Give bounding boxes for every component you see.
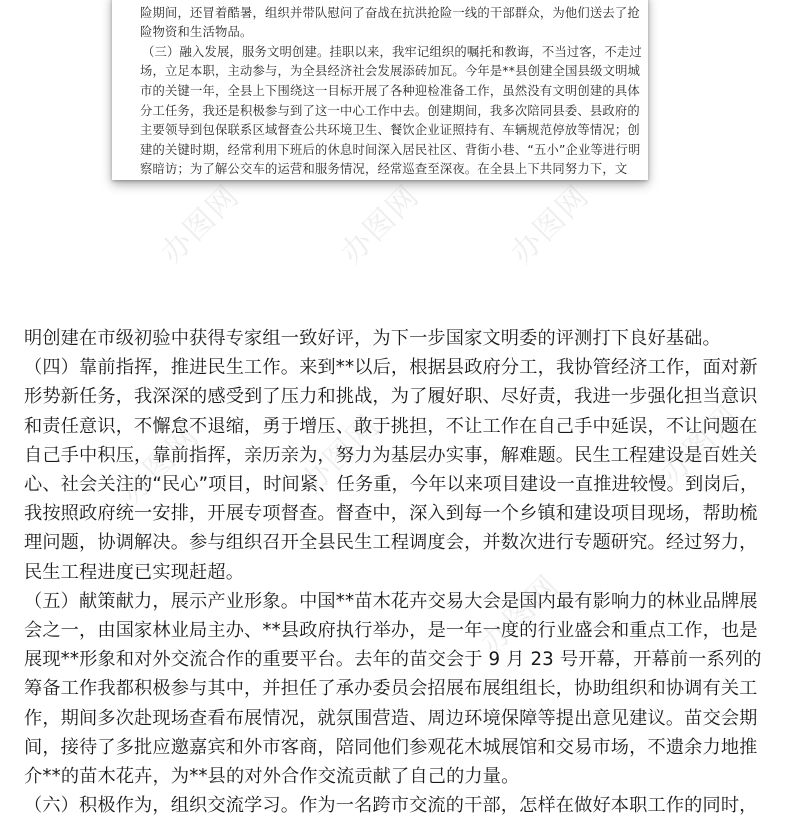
preview-line: 主要领导到包保联系区域督查公共环境卫生、餐饮企业证照持有、车辆规范停放等情况；创 (140, 123, 640, 138)
watermark: 办图网 (474, 568, 567, 661)
body-line: 形势新任务，我深深的感受到了压力和挑战，为了履好职、尽好责，我进一步强化担当意识 (24, 386, 758, 408)
preview-line: 分工任务，我还是积极参与到了这一中心工作中去。创建期间，我多次陪同县委、县政府的 (140, 103, 640, 118)
body-line: 明创建在市级初验中获得专家组一致好评，为下一步国家文明委的评测打下良好基础。 (24, 328, 721, 349)
body-line: （六）积极作为，组织交流学习。作为一名跨市交流的干部，怎样在做好本职工作的同时， (24, 795, 758, 817)
watermark: 办图网 (504, 178, 597, 271)
watermark: 办图网 (114, 418, 207, 511)
body-line: （四）靠前指挥，推进民生工作。来到**以后，根据县政府分工，我协管经济工作，面对新 (24, 357, 758, 379)
body-line: 会之一，由国家林业局主办、**县政府执行举办，是一年一度的行业盛会和重点工作，也是 (24, 620, 758, 642)
body-line: 展现**形象和对外交流合作的重要平台。去年的苗交会于 9 月 23 号开幕，开幕前一系列的 (24, 649, 762, 671)
document-body (24, 324, 784, 820)
document-preview-card (112, 0, 648, 180)
preview-line: 险期间，还冒着酷暑，组织并带队慰问了奋战在抗洪抢险一线的干部群众，为他们送去了抢 (140, 5, 640, 20)
preview-line: 场，立足本职，主动参与，为全县经济社会发展添砖加瓦。今年是**县创建全国县级文明城 (140, 64, 641, 79)
body-line: 介**的苗木花卉，为**县的对外合作交流贡献了自己的力量。 (24, 766, 520, 788)
preview-line: 险物资和生活物品。 (140, 25, 253, 40)
watermark: 办图网 (294, 408, 387, 501)
preview-line: 察暗访；为了解公交车的运营和服务情况，经常巡查至深夜。在全县上下共同努力下，文 (140, 162, 628, 177)
body-line: 自己手中积压，靠前指挥，亲历亲为，努力为基层办实事，解难题。民生工程建设是百姓关 (24, 444, 758, 466)
body-line: 筹备工作我都积极参与其中，并担任了承办委员会招展布展组组长，协助组织和协调有关工 (24, 678, 758, 700)
preview-line: （三）融入发展，服务文明创建。挂职以来，我牢记组织的嘱托和教诲，不当过客，不走过 (142, 44, 642, 59)
body-line: 和责任意识，不懈怠不退缩，勇于增压、敢于挑担，不让工作在自己手中延误，不让问题在 (24, 415, 758, 437)
watermark: 办图网 (154, 178, 247, 271)
body-line: 理问题，协调解决。参与组织召开全县民生工程调度会，并数次进行专题研究。经过努力， (24, 532, 758, 554)
watermark: 办图网 (334, 178, 427, 271)
watermark: 办图网 (654, 398, 747, 491)
body-line: （五）献策献力，展示产业形象。中国**苗木花卉交易大会是国内最有影响力的林业品牌展 (24, 590, 758, 612)
body-line: 间，接待了多批应邀嘉宾和外市客商，陪同他们参观花木城展馆和交易市场，不遗余力地推 (24, 736, 758, 758)
body-line: 民生工程进度已实现赶超。 (24, 561, 245, 583)
preview-text-block (140, 0, 642, 180)
body-line: 作，期间多次赴现场查看布展情况，就氛围营造、周边环境保障等提出意见建议。苗交会期 (24, 707, 758, 729)
preview-line: 市的关键一年，全县上下围绕这一目标开展了各种迎检准备工作，虽然没有文明创建的具体 (140, 83, 640, 98)
preview-line: 建的关键时期，经常利用下班后的休息时间深入居民社区、背街小巷、“五小”企业等进行明 (140, 142, 641, 157)
body-line: 心、社会关注的“民心”项目，时间紧、任务重，今年以来项目建设一直推进较慢。到岗后， (24, 474, 759, 496)
body-line: 我按照政府统一安排，开展专项督查。督查中，深入到每一个乡镇和建设项目现场，帮助梳 (24, 503, 758, 525)
